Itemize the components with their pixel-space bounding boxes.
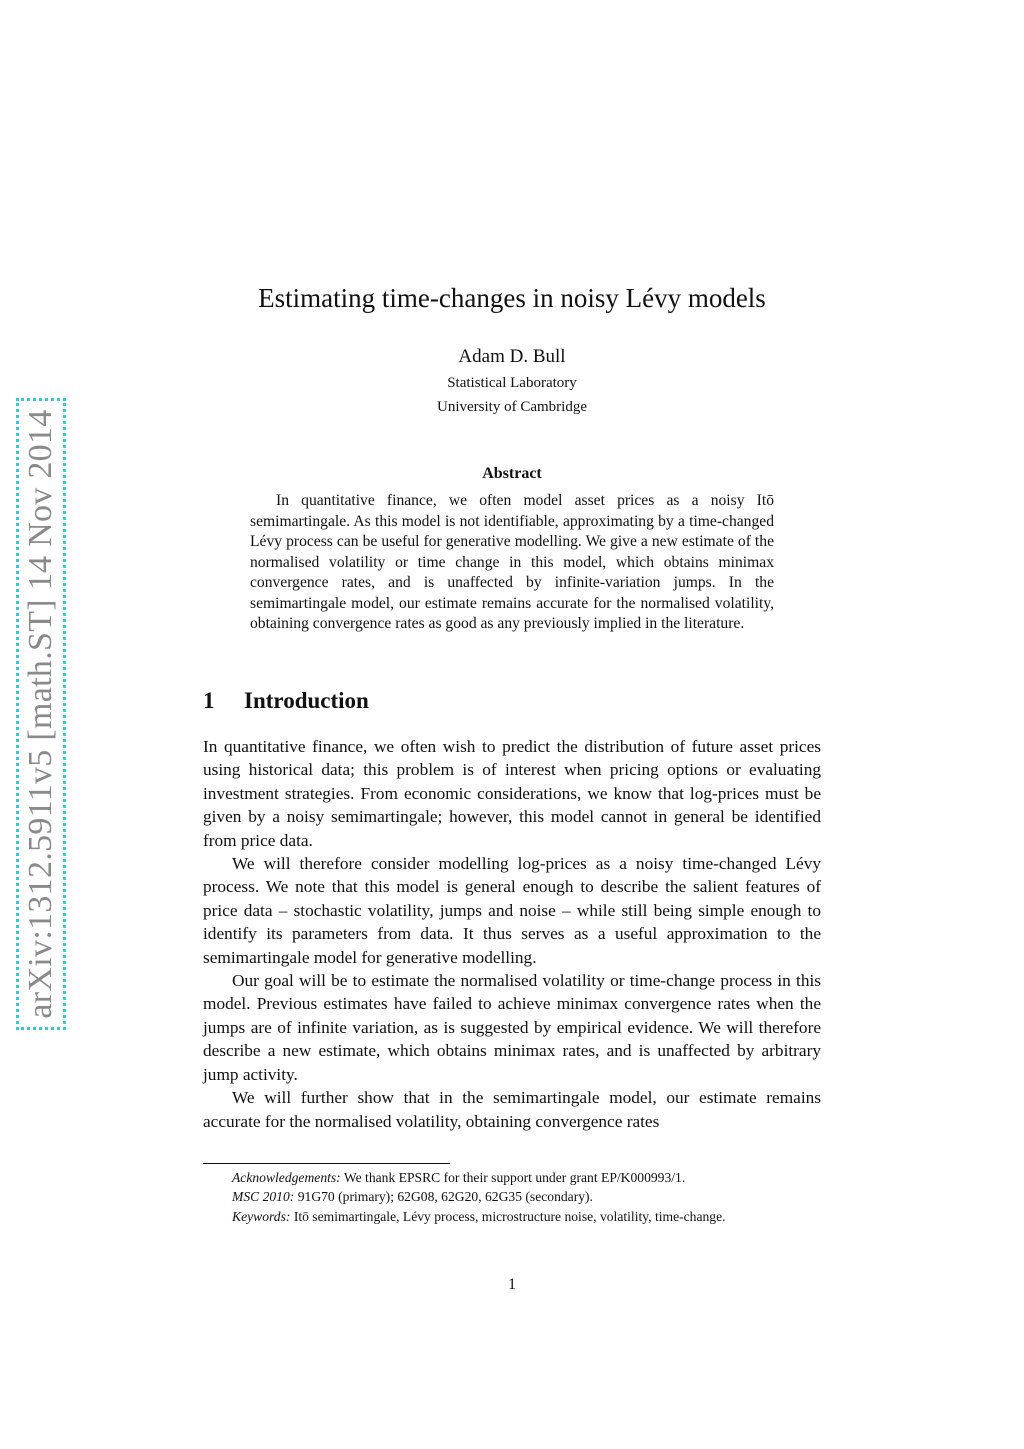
author-name: Adam D. Bull [458, 346, 566, 367]
footnote-label: Acknowledgements: [232, 1170, 341, 1185]
footnotes [203, 1168, 821, 1226]
footnote-label: Keywords: [232, 1208, 291, 1224]
paper-title: Estimating time-changes in noisy Lévy models [258, 283, 766, 313]
footnote-msc [203, 1187, 821, 1206]
arxiv-side-stamp[interactable] [16, 398, 66, 1030]
footnote-label: MSC 2010: [232, 1189, 295, 1205]
paragraph: Our goal will be to estimate the normalised volatility or time-change process in this model. Previous estimates have failed to achieve minimax convergence rates when the jumps are of infinite variation, as is suggested by empirical evidence. We will therefore describe a new estimate, which obtains minimax rates, and is unaffected by arbitrary jump activity. [203, 971, 821, 1084]
abstract-text: In quantitative finance, we often model asset prices as a noisy Itō semimartingale. As this model is not identifiable, approximating by a time-changed Lévy process can be useful for generative modelling. We give a new estimate of the normalised volatility or time change in this model, which obtains minimax convergence rates, and is unaffected by infinite-variation jumps. In the semimartingale model, our estimate remains accurate for the normalised volatility, obtaining convergence rates as good as any previously implied in the literature. [250, 492, 774, 632]
section-number: 1 [203, 688, 215, 713]
footnote-divider [203, 1163, 450, 1164]
section-title: Introduction [244, 688, 369, 713]
footnote-text: Itō semimartingale, Lévy process, microstructure noise, volatility, time-change. [293, 1208, 726, 1224]
page-number: 1 [508, 1276, 516, 1293]
affiliation-line: University of Cambridge [437, 399, 587, 415]
footnote-text: 91G70 (primary); 62G08, 62G20, 62G35 (secondary). [297, 1189, 593, 1205]
paragraph: In quantitative finance, we often wish to predict the distribution of future asset prices using historical data; this problem is of interest when pricing options or evaluating investment strategies. From economic considerations, we know that log-prices must be given by a noisy semimartingale; however, this model cannot in general be identified from price data. [203, 737, 821, 850]
paragraph: We will therefore consider modelling log-prices as a noisy time-changed Lévy process. We note that this model is general enough to describe the salient features of price data – stochastic volatility, jumps and noise – while still being simple enough to identify its parameters from data. It thus serves as a useful approximation to the semimartingale model for generative modelling. [203, 854, 821, 967]
section-heading [203, 688, 369, 714]
footnote-keywords [203, 1207, 821, 1226]
paragraph: We will further show that in the semimartingale model, our estimate remains accurate for the normalised volatility, obtaining convergence rates [203, 1088, 821, 1131]
section-body [203, 735, 821, 1133]
arxiv-identifier[interactable]: arXiv:1312.5911v5 [math.ST] 14 Nov 2014 [22, 409, 59, 1019]
affiliation-line: Statistical Laboratory [447, 375, 577, 391]
abstract-heading: Abstract [482, 465, 542, 482]
footnote-text: We thank EPSRC for their support under grant EP/K000993/1. [343, 1170, 686, 1185]
footnote-acknowledgements [203, 1168, 821, 1187]
